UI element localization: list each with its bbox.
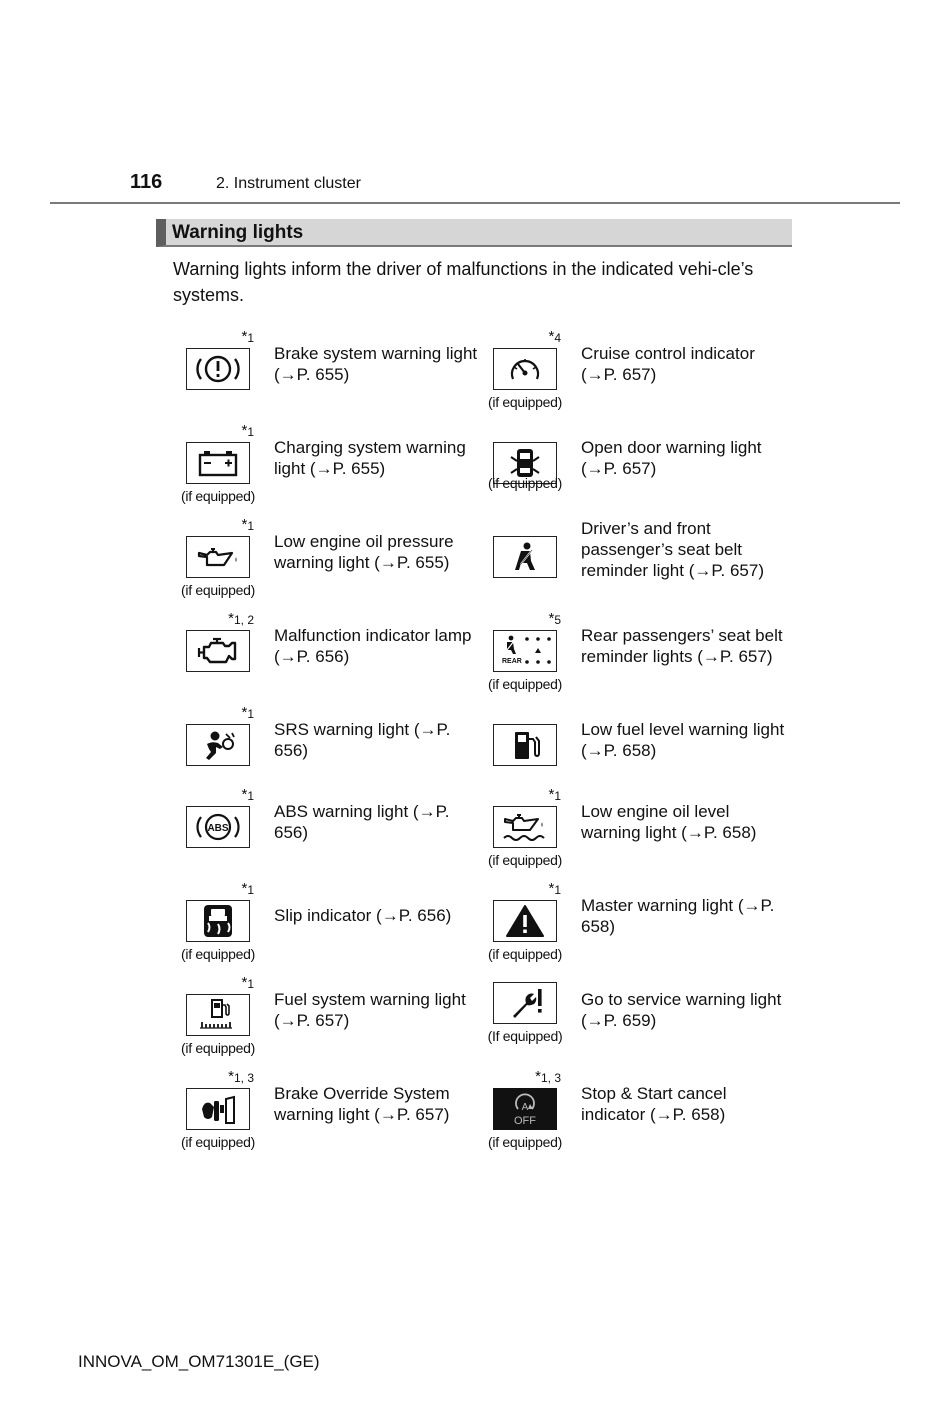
warning-item bbox=[488, 786, 793, 878]
service-wrench-icon bbox=[493, 982, 557, 1024]
equipped-label: (if equipped) bbox=[488, 1134, 562, 1150]
footnote-mark: $*_1$ bbox=[548, 786, 561, 803]
battery-icon bbox=[186, 442, 250, 484]
off-label: OFF bbox=[514, 1115, 536, 1127]
equipped-label: (if equipped) bbox=[488, 475, 562, 491]
chapter-title: 2. Instrument cluster bbox=[216, 175, 361, 192]
warning-item bbox=[488, 424, 793, 514]
footnote-mark: $*_1$ bbox=[241, 328, 254, 345]
warning-description: SRS warning light (→P. 656) bbox=[274, 720, 451, 760]
warning-item bbox=[493, 706, 793, 796]
warning-item bbox=[488, 1068, 793, 1160]
footnote-mark: $*_{1, 2}$ bbox=[228, 610, 254, 627]
equipped-label: (if equipped) bbox=[488, 394, 562, 410]
rear-label: REAR bbox=[502, 658, 522, 665]
document-id: INNOVA_OM_OM71301E_(GE) bbox=[78, 1352, 320, 1371]
equipped-label: (if equipped) bbox=[488, 676, 562, 692]
engine-icon bbox=[186, 630, 250, 672]
warning-description: Malfunction indicator lamp (→P. 656) bbox=[274, 626, 472, 666]
footnote-mark: $*_1$ bbox=[241, 786, 254, 803]
warning-description: Low engine oil level warning light (→P. 658) bbox=[581, 802, 757, 842]
section-intro: Warning lights inform the driver of malfunctions in the indicated vehi-cle’s systems. bbox=[173, 259, 754, 305]
warning-item bbox=[186, 330, 486, 420]
fuel-pump-icon bbox=[493, 724, 557, 766]
warning-description: Low fuel level warning light (→P. 658) bbox=[581, 720, 785, 760]
footnote-mark: $*_1$ bbox=[548, 880, 561, 897]
warning-description: Cruise control indicator (→P. 657) bbox=[581, 344, 755, 384]
slip-indicator-icon bbox=[186, 900, 250, 942]
warning-description: Fuel system warning light (→P. 657) bbox=[274, 990, 466, 1030]
warning-item bbox=[186, 706, 486, 796]
warning-item bbox=[488, 880, 793, 972]
warning-item bbox=[493, 518, 793, 608]
warning-item bbox=[487, 976, 793, 1066]
footnote-mark: $*_1$ bbox=[241, 516, 254, 533]
equipped-label: (if equipped) bbox=[181, 946, 255, 962]
equipped-label: (if equipped) bbox=[488, 852, 562, 868]
warning-description: Go to service warning light (→P. 659) bbox=[581, 990, 782, 1030]
warning-item bbox=[181, 880, 486, 972]
footnote-mark: $*_{1, 3}$ bbox=[228, 1068, 254, 1085]
header-divider bbox=[50, 202, 900, 204]
warning-item bbox=[181, 1068, 486, 1160]
footnote-mark: $*_1$ bbox=[241, 704, 254, 721]
srs-airbag-icon bbox=[186, 724, 250, 766]
footnote-mark: $*_{1, 3}$ bbox=[535, 1068, 561, 1085]
fuel-system-icon bbox=[186, 994, 250, 1036]
equipped-label: (if equipped) bbox=[181, 582, 255, 598]
page-number: 116 bbox=[130, 171, 163, 193]
oil-level-icon bbox=[493, 806, 557, 848]
master-warning-icon bbox=[493, 900, 557, 942]
warning-description: Brake Override System warning light (→P. 657) bbox=[274, 1084, 450, 1124]
warning-description: ABS warning light (→P. 656) bbox=[274, 802, 450, 842]
section-title: Warning lights bbox=[172, 222, 304, 243]
cruise-control-icon bbox=[493, 348, 557, 390]
warning-item bbox=[186, 612, 486, 702]
warning-description: Open door warning light (→P. 657) bbox=[581, 438, 762, 478]
brake-override-icon bbox=[186, 1088, 250, 1130]
footnote-mark: $*_4$ bbox=[548, 328, 561, 345]
warning-item bbox=[181, 516, 486, 608]
warning-description: Low engine oil pressure warning light (→P. 655) bbox=[274, 532, 454, 572]
warning-description: Slip indicator (→P. 656) bbox=[274, 906, 452, 925]
equipped-label: (if equipped) bbox=[181, 488, 255, 504]
oil-pressure-icon bbox=[186, 536, 250, 578]
equipped-label: (if equipped) bbox=[488, 946, 562, 962]
equipped-label: (if equipped) bbox=[181, 1040, 255, 1056]
warning-item bbox=[488, 610, 793, 702]
section-header bbox=[156, 219, 792, 247]
warning-description: Charging system warning light (→P. 655) bbox=[274, 438, 466, 478]
stop-start-off-icon bbox=[493, 1088, 557, 1130]
warning-item bbox=[488, 328, 793, 420]
abs-icon bbox=[186, 806, 250, 848]
warning-item bbox=[181, 422, 486, 514]
seat-belt-icon bbox=[493, 536, 557, 578]
footnote-mark: $*_5$ bbox=[548, 610, 561, 627]
warning-description: Driver’s and front passenger’s seat belt reminder light (→P. 657) bbox=[581, 519, 764, 580]
svg-text:A: A bbox=[521, 1102, 529, 1113]
warning-description: Rear passengers’ seat belt reminder lights (→P. 657) bbox=[581, 626, 783, 666]
equipped-label: (if equipped) bbox=[181, 1134, 255, 1150]
warning-description: Master warning light (→P. 658) bbox=[581, 896, 775, 936]
abs-label: ABS bbox=[207, 823, 229, 834]
warning-description: Brake system warning light (→P. 655) bbox=[274, 344, 478, 384]
footnote-mark: $*_1$ bbox=[241, 880, 254, 897]
equipped-label: (If equipped) bbox=[487, 1028, 563, 1044]
brake-system-icon bbox=[186, 348, 250, 390]
footnote-mark: $*_1$ bbox=[241, 974, 254, 991]
footnote-mark: $*_1$ bbox=[241, 422, 254, 439]
warning-item bbox=[181, 974, 486, 1066]
warning-item bbox=[186, 788, 486, 878]
warning-description: Stop & Start cancel indicator (→P. 658) bbox=[581, 1084, 727, 1124]
rear-seat-belt-icon bbox=[493, 630, 557, 672]
